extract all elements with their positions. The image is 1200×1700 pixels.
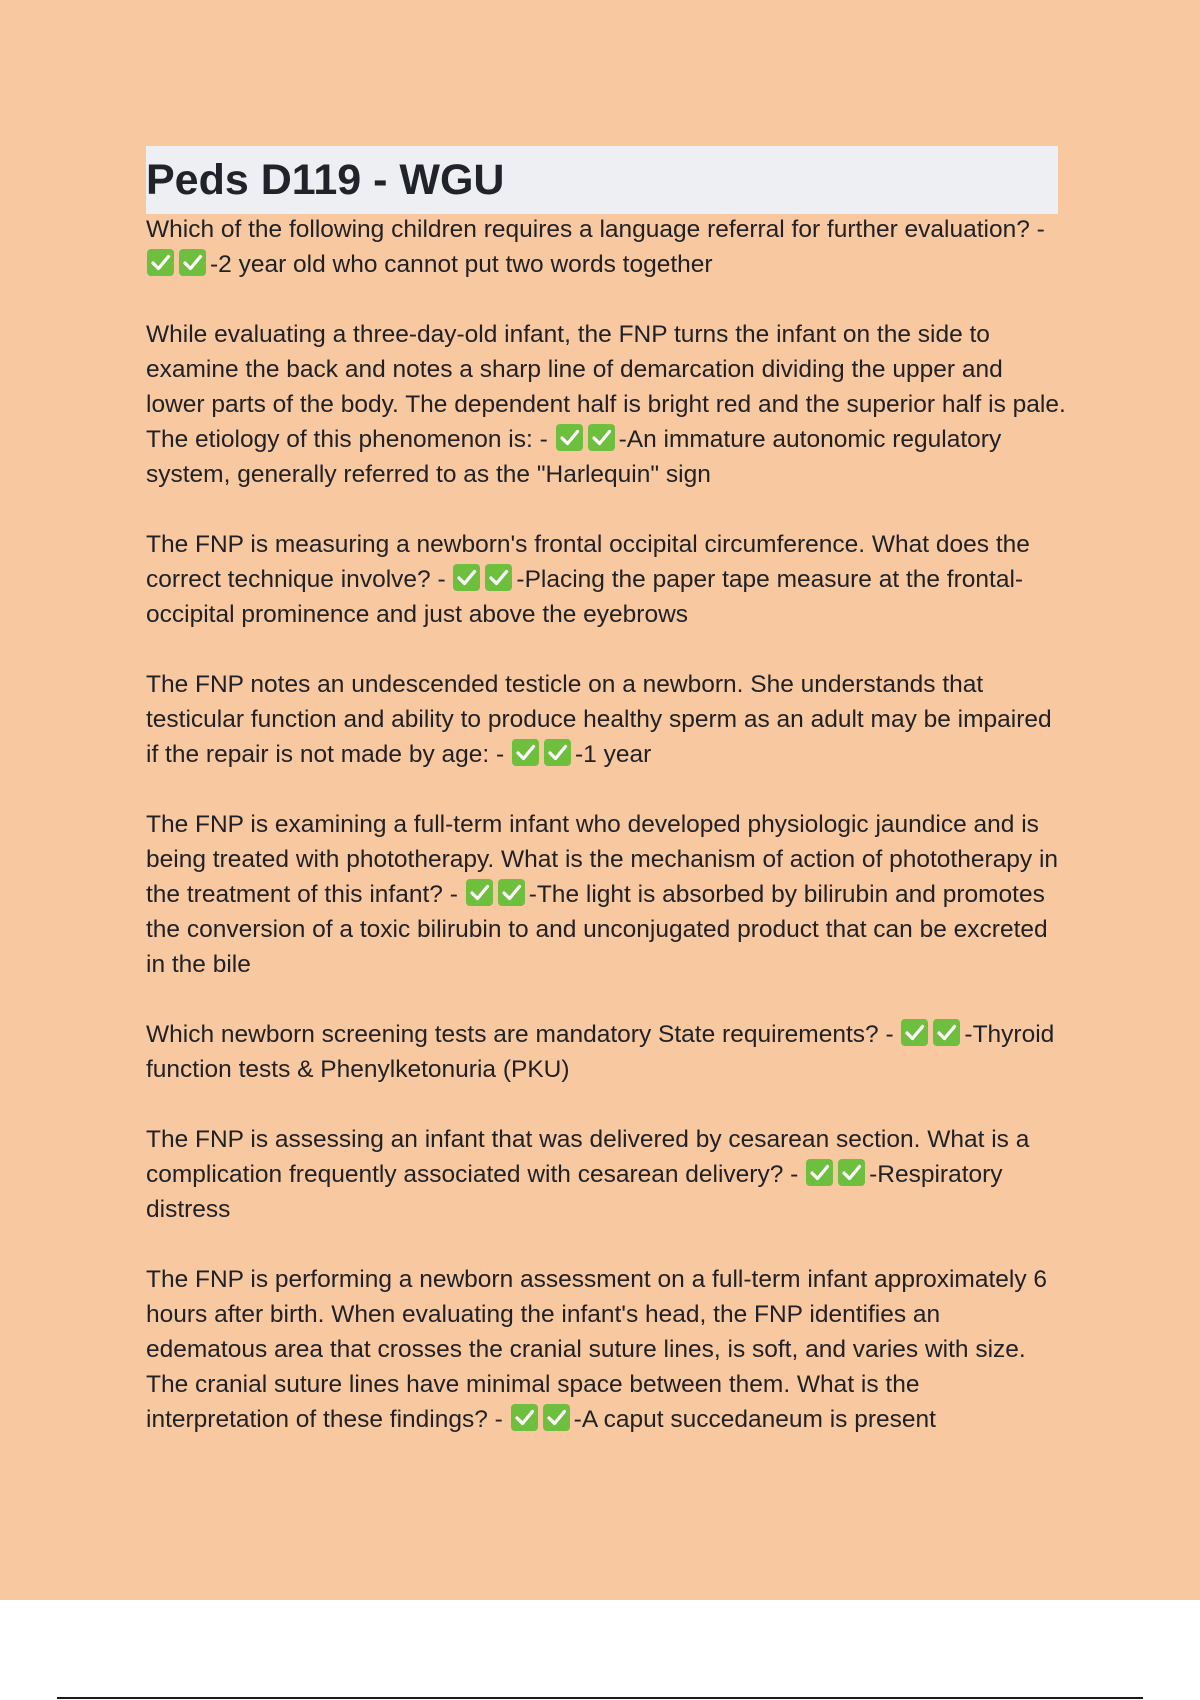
qa-item-7	[146, 1122, 1066, 1227]
check-mark-box-icon	[542, 1403, 571, 1432]
question-text: The FNP is assessing an infant that was delivered by cesarean section. What is a complication frequently associated with cesarean delivery? -	[146, 1126, 1030, 1188]
qa-list	[146, 212, 1066, 1472]
answer-text: -Respiratory distress	[146, 1161, 1003, 1223]
question-text: The FNP is performing a newborn assessment on a full-term infant approximately 6 hours after birth. When evaluating the infant's head, the FNP identifies an edematous area that crosses the cranial suture lines, is soft, and varies with size. The cranial suture lines have minimal space between them. What is the interpretation of these findings? -	[146, 1266, 1048, 1433]
check-mark-box-icon	[465, 878, 494, 907]
answer-text: -The light is absorbed by bilirubin and promotes the conversion of a toxic bilirubin to and unconjugated product that can be excreted in the bile	[146, 881, 1048, 978]
qa-item-4	[146, 667, 1066, 772]
check-mark-box-icon	[543, 738, 572, 767]
check-mark-box-icon	[510, 1403, 539, 1432]
qa-item-6	[146, 1017, 1066, 1087]
question-text: The FNP is examining a full-term infant who developed physiologic jaundice and is being treated with phototherapy. What is the mechanism of action of phototherapy in the treatment of this infant? -	[146, 811, 1059, 908]
qa-item-3	[146, 527, 1066, 632]
check-mark-box-icon	[511, 738, 540, 767]
check-mark-box-icon	[497, 878, 526, 907]
question-text: Which of the following children requires a language referral for further evaluation? -	[146, 216, 1045, 243]
answer-text: -2 year old who cannot put two words together	[210, 251, 713, 278]
footer-divider	[57, 1697, 1143, 1699]
qa-item-1	[146, 212, 1066, 282]
check-mark-box-icon	[932, 1018, 961, 1047]
check-mark-box-icon	[146, 248, 175, 277]
question-text: Which newborn screening tests are mandatory State requirements? -	[146, 1021, 894, 1048]
answer-text: -Thyroid function tests & Phenylketonuria (PKU)	[146, 1021, 1055, 1083]
check-mark-box-icon	[555, 423, 584, 452]
question-text: While evaluating a three-day-old infant, the FNP turns the infant on the side to examine the back and notes a sharp line of demarcation dividing the upper and lower parts of the body. The dependent half is bright red and the superior half is pale. The etiology of this phenomenon is: -	[146, 321, 1066, 453]
check-mark-box-icon	[587, 423, 616, 452]
check-mark-box-icon	[900, 1018, 929, 1047]
answer-text: -Placing the paper tape measure at the frontal-occipital prominence and just above the eyebrows	[146, 566, 1024, 628]
answer-text: -A caput succedaneum is present	[573, 1406, 936, 1433]
question-text: The FNP is measuring a newborn's frontal occipital circumference. What does the correct technique involve? -	[146, 531, 1030, 593]
check-mark-box-icon	[805, 1158, 834, 1187]
document-title: Peds D119 - WGU	[146, 156, 505, 204]
answer-text: -An immature autonomic regulatory system, generally referred to as the "Harlequin" sign	[146, 426, 1002, 488]
question-text: The FNP notes an undescended testicle on a newborn. She understands that testicular function and ability to produce healthy sperm as an adult may be impaired if the repair is not made by age: -	[146, 671, 1052, 768]
qa-item-8	[146, 1262, 1066, 1437]
check-mark-box-icon	[484, 563, 513, 592]
answer-text: -1 year	[574, 741, 652, 768]
check-mark-box-icon	[837, 1158, 866, 1187]
qa-item-2	[146, 317, 1066, 492]
check-mark-box-icon	[452, 563, 481, 592]
qa-item-5	[146, 807, 1066, 982]
check-mark-box-icon	[178, 248, 207, 277]
